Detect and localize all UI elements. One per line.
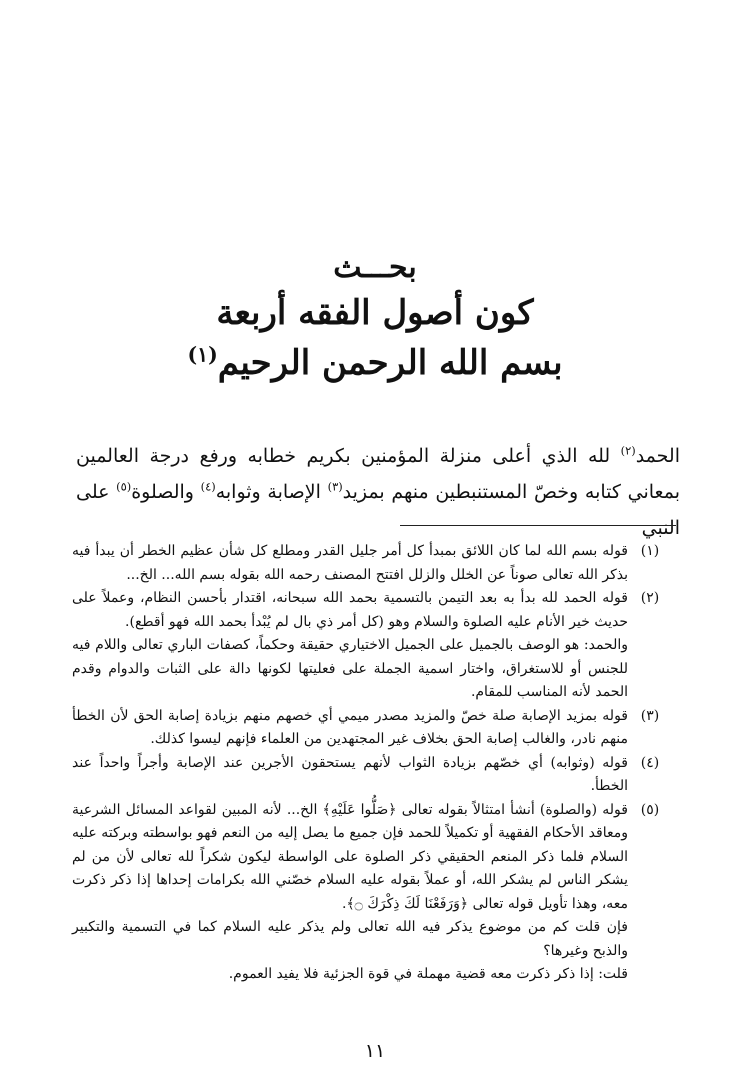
footnote-3: [72, 705, 672, 752]
body-text-d: والصلوة: [131, 481, 201, 503]
footnote-text: قوله الحمد لله بدأ به بعد التيمن بالتسمية بحمد الله سبحانه، اقتدار بأحسن النظام، وعملاً على حديث خير الأنام عليه الصلوة والسلام وهو (كل أمر ذي بال لم يُبْدأ بحمد الله فهو أقطع).: [72, 590, 628, 630]
footnote-text: قوله بمزيد الإصابة صلة خصّ والمزيد مصدر ميمي أي خصهم منهم بزيادة إصابة الحق لأن الخطأ منهم نادر، والغالب إصابة الحق بخلاف غير المجتهدين من العلماء فإنهم ليسوا كذلك.: [72, 707, 628, 747]
footnote-1: [72, 540, 672, 587]
footnote-ref-1: (١): [187, 342, 218, 367]
footnote-2: [72, 587, 672, 634]
chapter-label: بحـــث: [333, 250, 417, 285]
footnote-5-question: فإن قلت كم من موضوع يذكر فيه الله تعالى ولم يذكر عليه السلام كما في التسمية والتكبير والذبح وغيرها؟: [72, 919, 628, 959]
footnote-5: [72, 799, 672, 917]
footnote-ref-5: (٥): [116, 479, 132, 494]
basmala-text: بسم الله الرحمن الرحيم: [217, 343, 563, 383]
main-paragraph: [76, 438, 680, 546]
footnote-number: (١): [640, 543, 660, 559]
body-text-c: الإصابة وثوابه: [215, 481, 328, 503]
footnote-number: (٥): [640, 801, 660, 818]
basmala-heading: [0, 343, 750, 383]
body-text-e: على النبي: [76, 481, 680, 539]
footnote-4: [72, 752, 672, 799]
footnote-ref-4: (٤): [200, 479, 216, 494]
page-number: ١١: [364, 1040, 386, 1062]
footnote-ref-3: (٣): [327, 479, 343, 494]
footnote-text: قوله بسم الله لما كان اللائق بمبدأ كل أمر جليل القدر ومطلع كل شأن عظيم الخطر أن يبدأ فيه بذكر الله تعالى صوناً عن الخلل والزلل افتتح المصنف رحمه الله بقوله بسم الله... الخ...: [72, 543, 628, 583]
footnote-2-continuation: والحمد: هو الوصف بالجميل على الجميل الاختياري حقيقة وحكماً، كصفات الباري تعالى واللام فيه للجنس أو للاستغراق، واختار اسمية الجملة على فعليتها لكونها دالة على الثبات والدوام وقدم الحمد لأنه المناسب للمقام.: [72, 637, 628, 700]
body-text-b: لله الذي أعلى منزلة المؤمنين بكريم خطابه ورفع درجة العالمين بمعاني كتابه وخصّ المستنبطين منهم بمزيد: [76, 445, 680, 503]
footnote-number: (٣): [640, 707, 660, 724]
footnote-text: قوله (وثوابه) أي خصّهم بزيادة الثواب لأنهم يستحقون الأجرين عند الإصابة وأجراً واحداً عند الخطأ.: [72, 754, 628, 794]
footnote-ref-2: (٢): [620, 443, 636, 458]
chapter-title: كون أصول الفقه أربعة: [216, 293, 534, 333]
footnote-text: قوله (والصلوة) أنشأ امتثالاً بقوله تعالى ﴿صَلُّوا عَلَيْهِ﴾ الخ... لأنه المبين لقواعد المسائل الشرعية ومعاقد الأحكام الفقهية أو تكميلاً للحمد فإن جميع ما يصل إليه من النعم فهو بواسطته وبركته عليه السلام فلما ذكر المنعم الحقيقي ذكر الصلوة على الواسطة ليكون شكراً لله تعالى لأن من لم يشكر الناس لم يشكر الله، أو عملاً بقوله عليه السلام خصّني الله بكرامات إحداها إذا ذكر ذكرت معه، وهذا تأويل قوله تعالى ﴿وَرَفَعْنَا لَكَ ذِكْرَكَ ۝﴾.: [72, 801, 628, 912]
footnote-5-answer: قلت: إذا ذكر ذكرت معه قضية مهملة في قوة الجزئية فلا يفيد العموم.: [228, 966, 628, 982]
footnote-number: (٤): [640, 754, 660, 771]
footnote-separator: [400, 525, 676, 526]
footnotes: [72, 540, 672, 987]
body-text-a: الحمد: [635, 445, 680, 467]
footnote-number: (٢): [640, 590, 660, 606]
